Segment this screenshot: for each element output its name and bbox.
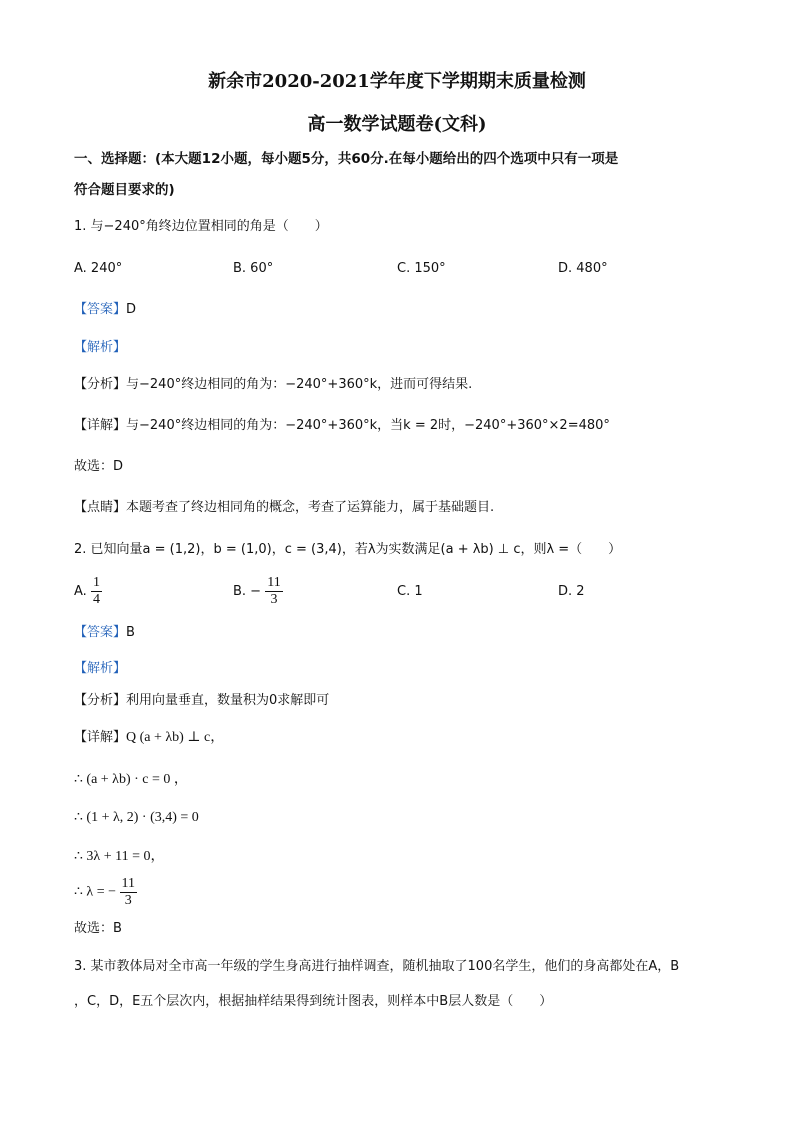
fraction-denominator: 3 (270, 592, 278, 607)
q2-analysis-tag (74, 660, 126, 678)
fraction-denominator: 3 (124, 893, 132, 908)
answer-value: D (126, 302, 137, 317)
q2-choice: 故选：B (74, 921, 122, 936)
comment-tag: 【点睛】 (74, 500, 127, 515)
q1-comment (74, 499, 494, 517)
q1-option-b: B. 60° (233, 261, 274, 276)
analysis-tag: 【解析】 (74, 340, 127, 355)
q2-step-1: ∴ (a + λb) · c = 0 ， (74, 772, 188, 787)
fraction-numerator: 11 (267, 575, 281, 590)
page-title: 新余市2020-2021学年度下学期期末质量检测 (208, 71, 586, 92)
detail-text: 与−240°终边相同的角为：−240°+360°k，当k = 2时，−240°+360°×2=480° (126, 418, 610, 433)
fenxi-text: 利用向量垂直，数量积为0求解即可 (126, 693, 330, 708)
step-4-prefix: ∴ λ = − (74, 884, 116, 900)
q2-option-b (233, 575, 283, 608)
section-heading-line-2: 符合题目要求的) (74, 182, 175, 198)
q2-option-a (74, 575, 102, 608)
q2-option-a-label: A. (74, 584, 87, 599)
answer-value: B (126, 625, 135, 640)
fenxi-text: 与−240°终边相同的角为：−240°+360°k，进而可得结果. (126, 377, 473, 392)
q1-option-c: C. 150° (397, 261, 446, 276)
q1-analysis-tag (74, 339, 126, 357)
q1-stem: 1. 与−240°角终边位置相同的角是（ ） (74, 219, 328, 234)
answer-tag: 【答案】 (74, 625, 127, 640)
q2-answer (74, 624, 135, 642)
fraction-denominator: 4 (92, 592, 100, 607)
answer-tag: 【答案】 (74, 302, 127, 317)
fenxi-tag: 【分析】 (74, 377, 127, 392)
detail-tag: 【详解】 (74, 730, 127, 745)
q2-detail (74, 729, 224, 747)
detail-tag: 【详解】 (74, 418, 127, 433)
q1-fenxi (74, 376, 472, 394)
q2-option-b-fraction (265, 575, 282, 608)
q2-step-3: ∴ 3λ + 11 = 0， (74, 849, 165, 864)
comment-text: 本题考查了终边相同角的概念，考查了运算能力，属于基础题目. (126, 500, 495, 515)
q1-choice: 故选：D (74, 459, 124, 474)
q2-option-b-label: B. − (233, 584, 262, 599)
q2-stem: 2. 已知向量a = (1,2)，b = (1,0)，c = (3,4)，若λ为实数满足(a + λb) ⊥ c，则λ =（ ） (74, 542, 622, 557)
section-heading-line-1: 一、选择题：(本大题12小题，每小题5分，共60分.在每小题给出的四个选项中只有一项是 (74, 151, 619, 167)
fraction-numerator: 11 (121, 876, 135, 891)
q2-option-d: D. 2 (558, 584, 585, 599)
q1-answer (74, 301, 136, 319)
analysis-tag: 【解析】 (74, 661, 127, 676)
fraction-numerator: 1 (92, 575, 100, 590)
q2-option-a-fraction (91, 575, 102, 608)
detail-text: Q (a + λb) ⊥ c， (126, 730, 225, 745)
q2-step-2: ∴ (1 + λ, 2) · (3,4) = 0 (74, 810, 199, 825)
q1-option-d: D. 480° (558, 261, 608, 276)
q3-stem-line-1: 3. 某市教体局对全市高一年级的学生身高进行抽样调查，随机抽取了100名学生，他们的身高都处在A，B (74, 959, 680, 974)
q2-option-c: C. 1 (397, 584, 423, 599)
fenxi-tag: 【分析】 (74, 693, 127, 708)
q2-step-4 (74, 876, 137, 909)
q1-detail (74, 417, 610, 435)
step-4-fraction (120, 876, 137, 909)
q1-option-a: A. 240° (74, 261, 123, 276)
q2-fenxi (74, 692, 329, 710)
q3-stem-line-2: ，C，D，E五个层次内，根据抽样结果得到统计图表，则样本中B层人数是（ ） (74, 994, 553, 1009)
page-subtitle: 高一数学试题卷(文科) (307, 114, 487, 135)
